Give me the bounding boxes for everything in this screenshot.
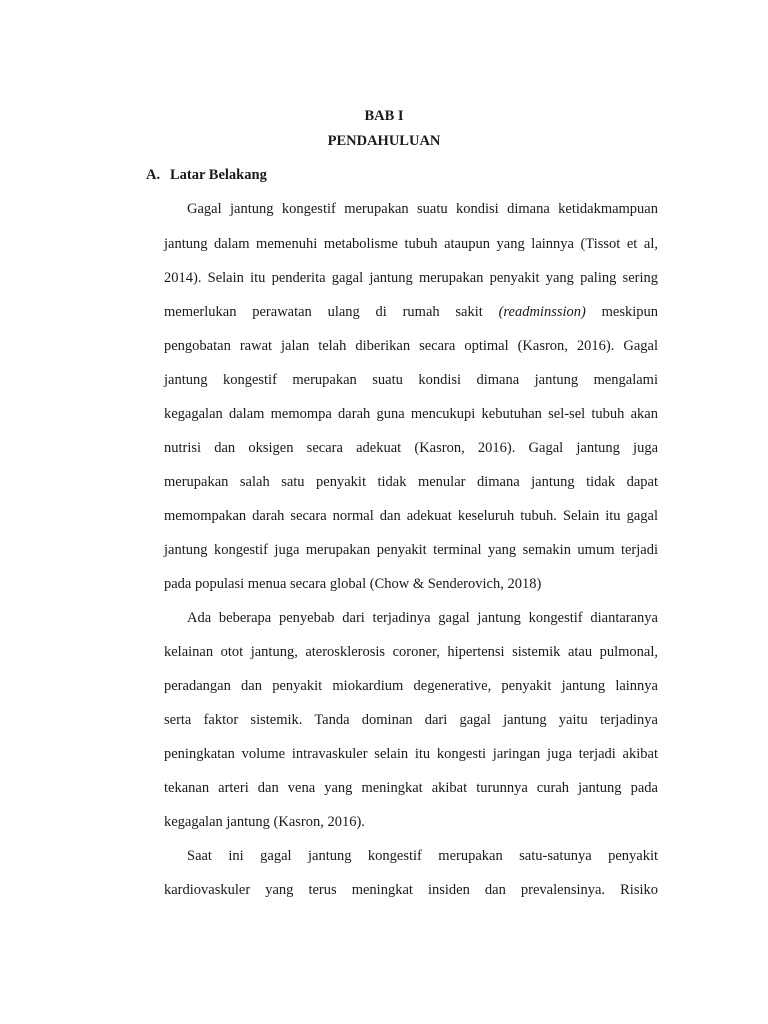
section-heading — [146, 167, 267, 184]
text-line: pada populasi menua secara global (Chow & Senderovich, 2018) — [164, 576, 542, 592]
text-line: kegagalan dalam memompa darah guna mencukupi kebutuhan sel-sel tubuh akan — [164, 406, 658, 422]
text-line: pengobatan rawat jalan telah diberikan secara optimal (Kasron, 2016). Gagal — [164, 338, 658, 354]
text-line: tekanan arteri dan vena yang meningkat akibat turunnya curah jantung pada — [164, 780, 658, 796]
text-segment: memerlukan perawatan ulang di rumah sakit — [164, 304, 483, 320]
text-segment: meskipun — [601, 304, 659, 320]
text-line: kardiovaskuler yang terus meningkat insiden dan prevalensinya. Risiko — [164, 882, 658, 898]
text-line: Gagal jantung kongestif merupakan suatu kondisi dimana ketidakmampuan — [187, 201, 658, 217]
text-line: peradangan dan penyakit miokardium degenerative, penyakit jantung lainnya — [164, 678, 658, 694]
chapter-title: PENDAHULUAN — [327, 133, 441, 149]
text-line: Saat ini gagal jantung kongestif merupakan satu-satunya penyakit — [187, 848, 658, 864]
text-line: 2014). Selain itu penderita gagal jantung merupakan penyakit yang paling sering — [164, 270, 658, 286]
text-line — [164, 303, 658, 321]
text-line: peningkatan volume intravaskuler selain itu kongesti jaringan juga terjadi akibat — [164, 746, 658, 762]
text-line: serta faktor sistemik. Tanda dominan dari gagal jantung yaitu terjadinya — [164, 712, 658, 728]
text-line: jantung dalam memenuhi metabolisme tubuh ataupun yang lainnya (Tissot et al, — [164, 236, 658, 252]
italic-term: (readminssion) — [498, 304, 586, 320]
text-line: Ada beberapa penyebab dari terjadinya gagal jantung kongestif diantaranya — [187, 610, 658, 626]
text-line: nutrisi dan oksigen secara adekuat (Kasron, 2016). Gagal jantung juga — [164, 440, 658, 456]
text-line: memompakan darah secara normal dan adekuat keseluruh tubuh. Selain itu gagal — [164, 508, 658, 524]
text-line: kelainan otot jantung, aterosklerosis coroner, hipertensi sistemik atau pulmonal, — [164, 644, 658, 660]
section-title: Latar Belakang — [170, 167, 267, 183]
section-marker: A. — [146, 167, 161, 183]
text-line: merupakan salah satu penyakit tidak menular dimana jantung tidak dapat — [164, 474, 658, 490]
text-line: kegagalan jantung (Kasron, 2016). — [164, 814, 365, 830]
text-line: jantung kongestif merupakan suatu kondisi dimana jantung mengalami — [164, 372, 658, 388]
chapter-number: BAB I — [364, 108, 404, 124]
text-line: jantung kongestif juga merupakan penyakit terminal yang semakin umum terjadi — [164, 542, 658, 558]
